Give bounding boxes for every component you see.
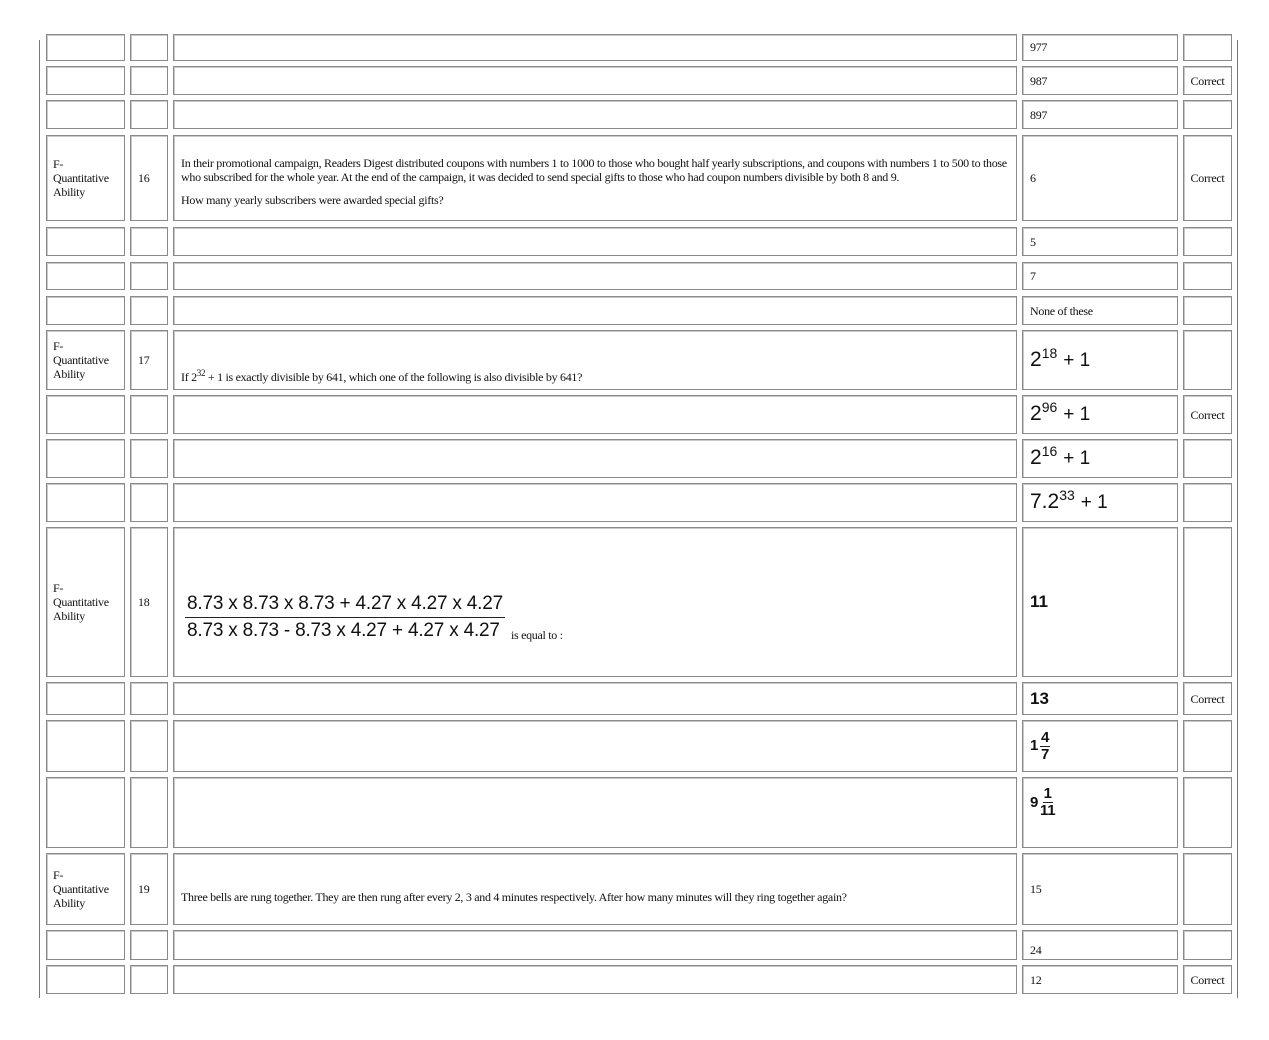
question-cell [173,439,1017,478]
math-base: 7.2 [1030,490,1060,513]
number-cell [130,296,168,325]
number-cell [130,527,168,677]
question-fraction [185,591,505,644]
result-correct-label: Correct [1190,171,1225,185]
math-exponent: 16 [1041,443,1058,459]
answer-cell [1022,720,1178,772]
number-cell [130,439,168,478]
category-cell [46,227,125,256]
category-cell [46,262,125,290]
answer-option-math [1030,399,1091,425]
category-cell [46,777,125,848]
question-cell [173,330,1017,390]
category-cell [46,853,125,925]
question-number: 16 [138,171,150,185]
number-cell [130,34,168,61]
question-cell [173,483,1017,522]
result-cell [1183,720,1232,772]
category-cell [46,100,125,129]
number-cell [130,720,168,772]
number-cell [130,682,168,715]
answer-option-text: 977 [1030,40,1048,54]
answer-option-math [1030,487,1108,513]
answer-cell [1022,965,1178,994]
result-correct-label: Correct [1190,972,1225,987]
result-cell [1183,66,1232,95]
result-correct-label: Correct [1190,691,1225,706]
answer-cell [1022,395,1178,434]
number-cell [130,483,168,522]
math-exponent: 33 [1059,487,1075,503]
result-cell [1183,395,1232,434]
result-correct-label: Correct [1190,73,1225,88]
result-cell [1183,965,1232,994]
answer-option-text: 897 [1030,107,1048,122]
answer-option-text: 7 [1030,269,1036,283]
category-label: F-Quantitative Ability [53,581,109,623]
result-cell [1183,34,1232,61]
answer-cell [1022,34,1178,61]
answer-cell [1022,777,1178,848]
math-tail: + 1 [1063,404,1091,425]
answer-option-text: 15 [1030,882,1042,896]
fraction-numerator: 8.73 x 8.73 x 8.73 + 4.27 x 4.27 x 4.27 [185,591,505,618]
number-cell [130,262,168,290]
category-cell [46,395,125,434]
number-cell [130,965,168,994]
question-cell [173,296,1017,325]
number-cell [130,395,168,434]
category-cell [46,483,125,522]
category-cell [46,682,125,715]
fraction-numerator: 1 [1043,785,1052,802]
fraction-denominator: 8.73 x 8.73 - 8.73 x 4.27 + 4.27 x 4.27 [187,620,500,641]
category-label: F-Quantitative Ability [53,157,109,199]
question-cell [173,395,1017,434]
mixed-number-whole: 1 [1030,737,1039,754]
answer-option-text: 6 [1030,171,1036,185]
answer-cell [1022,262,1178,290]
result-cell [1183,777,1232,848]
answer-option-math: 13 [1030,688,1049,708]
answer-cell [1022,135,1178,221]
question-prompt: How many yearly subscribers were awarded special gifts? [181,193,444,207]
answer-option-math [1030,443,1091,469]
answer-option-math: 11 [1030,592,1048,611]
number-cell [130,66,168,95]
result-cell [1183,930,1232,960]
question-cell [173,66,1017,95]
question-cell [173,777,1017,848]
result-cell [1183,483,1232,522]
category-label: F-Quantitative Ability [53,868,109,910]
result-cell [1183,100,1232,129]
answer-cell [1022,527,1178,677]
math-exponent: 18 [1041,344,1058,361]
question-cell [173,853,1017,925]
table-left-border [39,40,40,998]
table-right-border [1237,40,1238,998]
question-number: 18 [138,595,150,609]
question-cell [173,527,1017,677]
answer-option-text: 987 [1030,73,1048,88]
question-cell [173,227,1017,256]
question-text: In their promotional campaign, Readers Digest distributed coupons with numbers 1 to 1000 to those who bought half yearly subscriptions, and coupons with numbers 1 to 500 to those who subscribed for the whole year. At the end of the campaign, it was decided to send special gifts to those who had coupon numbers divisible by both 8 and 9. [181,156,1007,184]
category-label: F-Quantitative Ability [53,339,109,381]
number-cell [130,853,168,925]
question-cell [173,720,1017,772]
math-tail: + 1 [1063,349,1091,371]
question-cell [173,262,1017,290]
result-cell [1183,439,1232,478]
question-text-end: + 1 is exactly divisible by 641, which one of the following is also divisible by 641? [205,370,583,384]
number-cell [130,135,168,221]
question-text: Three bells are rung together. They are then rung after every 2, 3 and 4 minutes respectively. After how many minutes will they ring together again? [181,890,847,904]
question-number: 19 [138,882,150,896]
question-text: is equal to : [510,628,563,642]
question-text [181,370,582,384]
question-exponent: 32 [196,368,206,378]
mixed-number-whole: 9 [1030,794,1039,811]
category-cell [46,135,125,221]
question-cell [173,682,1017,715]
question-cell [173,135,1017,221]
number-cell [130,330,168,390]
number-cell [130,777,168,848]
math-exponent: 96 [1041,399,1058,415]
result-cell [1183,296,1232,325]
number-cell [130,227,168,256]
answer-option-text: None of these [1030,303,1093,318]
question-number: 17 [138,353,150,367]
question-cell [173,34,1017,61]
question-cell [173,100,1017,129]
mixed-number-fraction [1040,730,1050,763]
fraction-denominator: 7 [1041,745,1050,763]
result-cell [1183,135,1232,221]
category-cell [46,930,125,960]
math-tail: + 1 [1063,448,1091,469]
answer-cell [1022,100,1178,129]
math-base: 2 [1030,347,1042,371]
answer-option-text: 12 [1030,972,1042,987]
answer-option-text: 5 [1030,234,1036,249]
result-cell [1183,262,1232,290]
category-cell [46,66,125,95]
answer-cell [1022,439,1178,478]
category-cell [46,439,125,478]
answer-cell [1022,66,1178,95]
answer-cell [1022,227,1178,256]
math-base: 2 [1030,402,1042,425]
number-cell [130,930,168,960]
fraction-numerator: 4 [1041,728,1050,746]
question-cell [173,965,1017,994]
answer-cell [1022,330,1178,390]
answer-cell [1022,930,1178,960]
result-cell [1183,853,1232,925]
question-cell [173,930,1017,960]
category-cell [46,720,125,772]
category-cell [46,965,125,994]
result-cell [1183,330,1232,390]
result-correct-label: Correct [1190,407,1225,422]
answer-cell [1022,682,1178,715]
category-cell [46,330,125,390]
result-cell [1183,682,1232,715]
math-tail: + 1 [1080,492,1108,513]
category-cell [46,296,125,325]
result-cell [1183,227,1232,256]
category-cell [46,527,125,677]
result-cell [1183,527,1232,677]
answer-option-text: 24 [1030,943,1042,957]
fraction-denominator: 11 [1040,802,1056,819]
answer-option-math [1030,344,1091,371]
mixed-number-fraction [1040,786,1055,819]
answer-cell [1022,296,1178,325]
answer-cell [1022,853,1178,925]
answer-cell [1022,483,1178,522]
category-cell [46,34,125,61]
number-cell [130,100,168,129]
math-base: 2 [1030,446,1042,469]
question-text-start: If 2 [181,370,197,384]
